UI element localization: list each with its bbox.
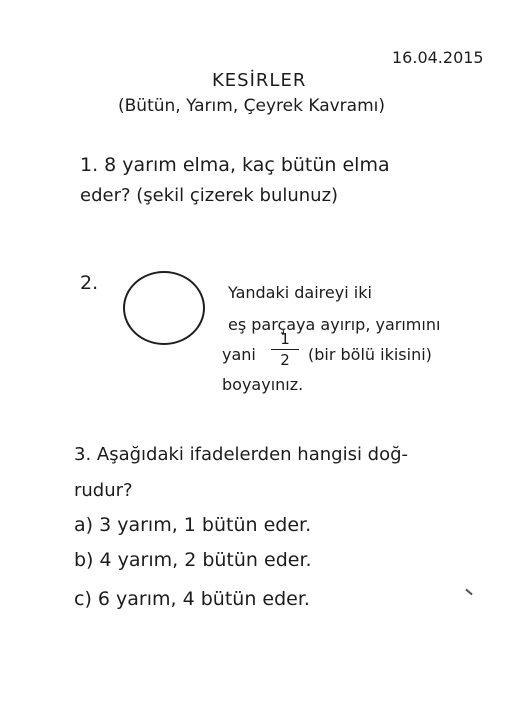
circle-figure xyxy=(123,271,205,345)
fraction-bar xyxy=(271,349,299,350)
question-3-line-1: 3. Aşağıdaki ifadelerden hangisi doğ- xyxy=(74,444,409,465)
question-1-line-2: eder? (şekil çizerek bulunuz) xyxy=(80,185,339,206)
option-a: a) 3 yarım, 1 bütün eder. xyxy=(74,514,312,536)
fraction-numerator: 1 xyxy=(280,330,290,348)
option-b: b) 4 yarım, 2 bütün eder. xyxy=(74,549,312,571)
question-2-line-4: boyayınız. xyxy=(222,375,304,394)
worksheet-title: KESİRLER xyxy=(212,70,307,91)
question-2-line-3-prefix: yani xyxy=(222,345,256,364)
option-c: c) 6 yarım, 4 bütün eder. xyxy=(74,588,310,610)
question-2-line-3-suffix: (bir bölü ikisini) xyxy=(308,345,432,364)
fraction-one-half xyxy=(271,331,299,368)
question-2-line-1: Yandaki daireyi iki xyxy=(228,283,372,302)
question-2-number: 2. xyxy=(80,272,99,294)
question-2-line-2: eş parçaya ayırıp, yarımını xyxy=(228,315,441,334)
worksheet-subtitle: (Bütün, Yarım, Çeyrek Kavramı) xyxy=(118,96,385,116)
question-3-line-2: rudur? xyxy=(74,480,133,501)
date-text: 16.04.2015 xyxy=(392,48,484,67)
pen-mark xyxy=(465,589,472,596)
question-1-line-1: 1. 8 yarım elma, kaç bütün elma xyxy=(80,154,390,176)
fraction-denominator: 2 xyxy=(280,351,290,369)
